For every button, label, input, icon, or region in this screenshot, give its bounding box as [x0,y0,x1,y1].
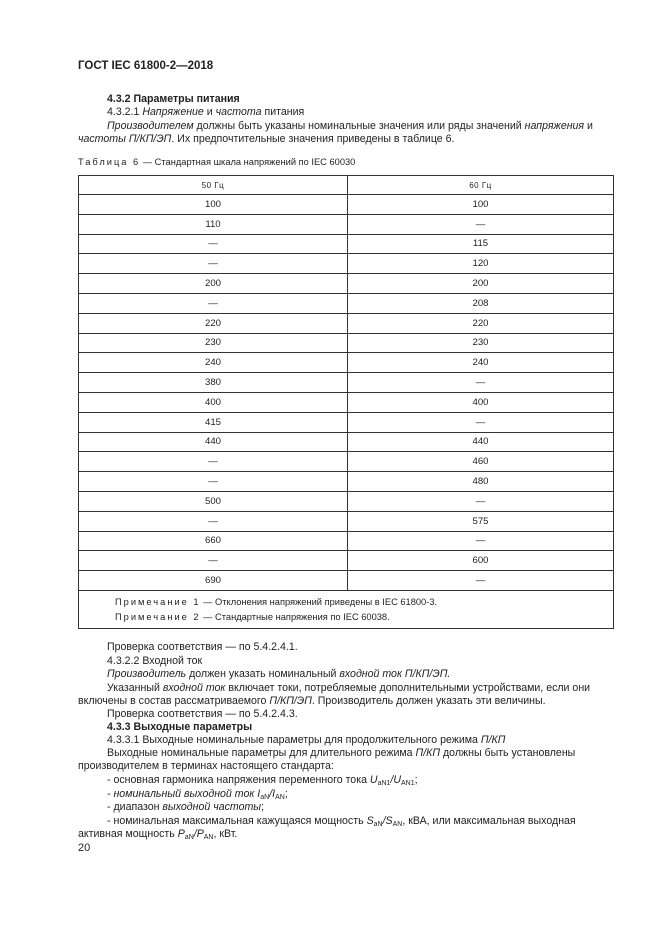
text-included-in: включены в состав рассматриваемого [78,695,270,707]
cell-60hz: — [348,491,614,511]
cell-50hz: 415 [79,412,348,432]
paragraph-manufacturer-line1 [107,119,593,133]
paragraph-output-line2: производителем в терминах настоящего стандарта: [78,760,334,772]
table-note [79,609,614,628]
cell-50hz: — [79,254,348,274]
text-must-be-set: должны быть установлены [440,747,576,759]
cell-60hz: 120 [348,254,614,274]
bullet-output-frequency [107,800,264,814]
cell-60hz: 220 [348,313,614,333]
term-pk-2: П/КП [415,747,441,759]
paragraph-manufacturer-line2 [78,132,454,146]
term-manufacturer: Производителем [107,120,194,132]
table-row [79,432,614,452]
table-row [79,313,614,333]
text-rated-values: должны быть указаны номинальные значения или ряды значений [193,120,525,132]
cell-60hz: — [348,214,614,234]
table-row [79,531,614,551]
cell-50hz: — [79,452,348,472]
table-caption [78,157,355,167]
cell-50hz: — [79,293,348,313]
subsection-4-3-2-1 [107,105,304,119]
note-label: Примечание 2 [115,612,201,623]
bullet-apparent-power [107,814,576,828]
paragraph-specified-current-line1 [107,681,590,695]
term-manufacturer-2: Производитель [107,668,187,680]
bullet-text: - номинальный выходной ток I [107,788,261,800]
table-caption-label: Таблица 6 [78,157,141,167]
term-output-frequency: выходной частоты [162,801,262,813]
table-row [79,491,614,511]
text-specify-values: . Производитель должен указать эти величины. [311,695,546,707]
bullet-text: - диапазон [107,801,163,813]
cell-60hz: 208 [348,293,614,313]
text-output-ratings: 4.3.3.1 Выходные номинальные параметры для продолжительного режима [107,734,481,746]
table-caption-text: — Стандартная шкала напряжений по IEC 60030 [140,157,356,167]
compliance-check-2: Проверка соответствия — по 5.4.2.4.3. [107,708,298,720]
cell-50hz: — [79,234,348,254]
bullet-text-2: , кВт. [213,828,238,840]
term-voltage-2: напряжения [524,120,585,132]
cell-60hz: 480 [348,472,614,492]
note-text: — Стандартные напряжения по IEC 60038. [200,612,390,623]
text-and-2: и [584,120,593,132]
table-note-row [79,609,614,628]
cell-50hz: 400 [79,392,348,412]
column-header-60hz: 60 Гц [348,176,614,195]
term-frequency-pdu: частоты П/КП/ЭП [78,133,172,145]
cell-60hz: — [348,531,614,551]
paragraph-input-current [107,667,450,681]
subscript-an: aN [373,821,383,828]
symbol-p: P [177,828,185,840]
paragraph-specified-current-line2 [78,694,546,708]
cell-60hz: — [348,571,614,591]
cell-60hz: 230 [348,333,614,353]
bullet-text: - основная гармоника напряжения переменного тока [107,774,370,786]
symbol-i: /I [269,788,276,800]
table-row [79,333,614,353]
section-title-4-3-2: 4.3.2 Параметры питания [107,93,240,105]
cell-60hz: — [348,412,614,432]
subscript-an: aN [184,834,194,841]
column-header-50hz: 50 Гц [79,176,348,195]
cell-50hz: — [79,551,348,571]
cell-60hz: — [348,373,614,393]
text-preferred-values: . Их предпочтительные значения приведены в таблице 6. [171,133,455,145]
table-row [79,234,614,254]
term-voltage: Напряжение [142,106,204,118]
table-note [79,590,614,609]
section-title-4-3-3: 4.3.3 Выходные параметры [107,721,253,733]
subsection-4-3-3-1 [107,733,505,747]
text-must-specify: должен указать номинальный [186,668,340,680]
subsection-number: 4.3.2.1 [107,106,143,118]
table-row [79,571,614,591]
cell-50hz: 660 [79,531,348,551]
term-input-current-2: входной ток [162,682,226,694]
paragraph-output-line1 [107,746,575,760]
document-header: ГОСТ IEC 61800-2—2018 [78,60,214,72]
cell-60hz: 115 [348,234,614,254]
bullet-end: ; [261,801,265,813]
table-row [79,195,614,215]
subscript-an-2: AN [203,834,214,841]
cell-50hz: 440 [79,432,348,452]
bullet-end: ; [284,788,288,800]
subscript-an1: aN1 [377,780,391,787]
note-label: Примечание 1 [115,596,201,607]
cell-50hz: 500 [79,491,348,511]
cell-50hz: 100 [79,195,348,215]
table-row [79,274,614,294]
cell-60hz: 400 [348,392,614,412]
cell-50hz: 220 [79,313,348,333]
table-header-row [79,176,614,195]
bullet-active-power [78,827,237,841]
note-text: — Отклонения напряжений приведены в IEC 61800-3. [200,596,438,607]
term-pk: П/КП [480,734,506,746]
table-row [79,392,614,412]
table-row [79,254,614,274]
cell-50hz: — [79,511,348,531]
symbol-s: S [366,815,374,827]
bullet-rated-output-current [107,787,288,801]
cell-60hz: 440 [348,432,614,452]
bullet-text: активная мощность [78,828,178,840]
symbol-p-2: /P [193,828,204,840]
subscript-an1-2: AN1 [401,780,415,787]
table-row [79,373,614,393]
table-row [79,511,614,531]
symbol-u-2: /U [390,774,401,786]
subscript-an: aN [260,794,270,801]
cell-50hz: 230 [79,333,348,353]
cell-50hz: 690 [79,571,348,591]
table-row [79,452,614,472]
cell-50hz: — [79,472,348,492]
bullet-text-2: , кВА, или максимальная выходная [402,815,576,827]
text-supply: питания [261,106,305,118]
symbol-u: U [369,774,378,786]
cell-50hz: 240 [79,353,348,373]
table-row [79,551,614,571]
compliance-check-1: Проверка соответствия — по 5.4.2.4.1. [107,641,298,653]
cell-50hz: 380 [79,373,348,393]
table-body [79,195,614,629]
cell-60hz: 575 [348,511,614,531]
page-number: 20 [78,842,91,854]
bullet-text: - номинальная максимальная кажущаяся мощность [107,815,367,827]
cell-50hz: 110 [79,214,348,234]
cell-60hz: 100 [348,195,614,215]
bullet-end: ; [414,774,418,786]
term-frequency: частота [215,106,262,118]
cell-60hz: 240 [348,353,614,373]
bullet-fundamental-voltage [107,773,418,787]
cell-50hz: 200 [79,274,348,294]
table-note-row [79,590,614,609]
cell-60hz: 460 [348,452,614,472]
cell-60hz: 200 [348,274,614,294]
table-row [79,293,614,313]
text-includes-currents: включает токи, потребляемые дополнительными устройствами, если они [225,682,591,694]
text-and: и [203,106,216,118]
subscript-an-2: AN [275,794,285,801]
voltage-scale-table [78,175,614,629]
text-specified: Указанный [107,682,163,694]
table-row [79,214,614,234]
term-pdu: П/КП/ЭП [269,695,312,707]
symbol-s-2: /S [382,815,393,827]
subsection-4-3-2-2: 4.3.2.2 Входной ток [107,655,203,667]
table-row [79,412,614,432]
table-row [79,472,614,492]
term-input-current: входной ток П/КП/ЭП. [339,668,451,680]
text-output-params: Выходные номинальные параметры для длительного режима [107,747,416,759]
subscript-an-2: AN [392,821,403,828]
table-row [79,353,614,373]
cell-60hz: 600 [348,551,614,571]
